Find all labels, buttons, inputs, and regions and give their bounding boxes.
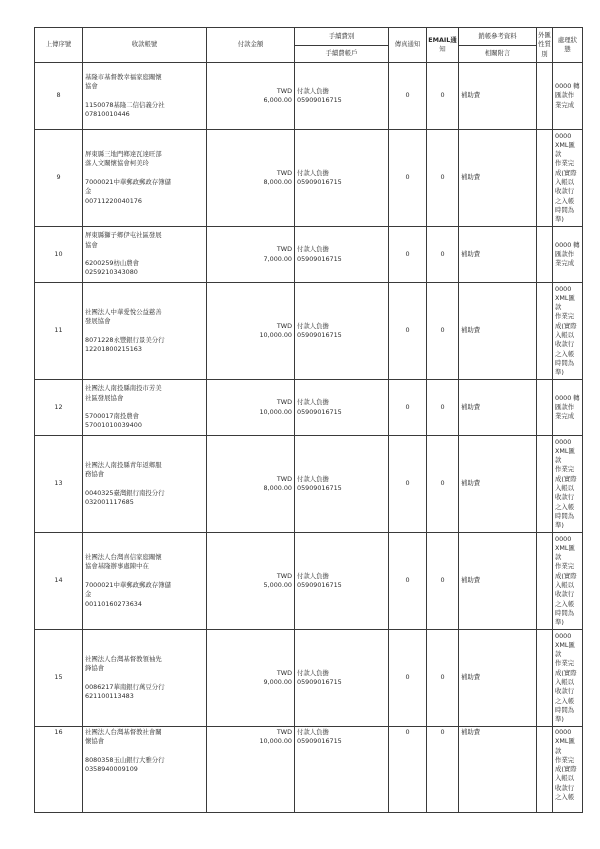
cell-fax: 0 [389,63,427,130]
cell-fee: 付款人負擔 05909016715 [295,436,389,533]
cell-foreign [537,227,553,283]
cell-amount: TWD 7,000.00 [207,227,295,283]
header-foreign [537,28,553,63]
header-fee-bottom: 手續費帳戶 [295,45,388,58]
cell-status: 0000 轉 匯款作 業完成 [553,227,583,283]
cell-seq: 12 [35,380,83,436]
header-ref [459,28,537,63]
cell-payee: 社團法人南投縣南投市芳美 社區發展協會 5700017南投農會 57001010039400 [83,380,207,436]
header-amount: 付款金額 [207,28,295,63]
cell-email: 0 [427,130,459,227]
cell-status: 0000 XML匯款 作業完 成(實際 入帳以 收款行 之入帳 時間為 準) [553,283,583,380]
cell-foreign [537,533,553,630]
cell-ref: 補助費 [459,227,537,283]
header-status [553,28,583,63]
cell-email: 0 [427,533,459,630]
cell-amount: TWD 5,000.00 [207,533,295,630]
cell-fee: 付款人負擔 05909016715 [295,63,389,130]
cell-seq: 10 [35,227,83,283]
cell-status: 0000 轉 匯款作 業完成 [553,63,583,130]
cell-amount: TWD 9,000.00 [207,630,295,727]
cell-fax: 0 [389,533,427,630]
header-seq: 上傳序號 [35,28,83,63]
cell-payee: 社團法人台灣基督教領袖先 鋒協會 0086217華南銀行萬豆分行 621100113483 [83,630,207,727]
header-email-top: EMAIL通 [428,35,457,44]
cell-foreign [537,283,553,380]
cell-amount: TWD 10,000.00 [207,380,295,436]
cell-ref: 補助費 [459,630,537,727]
header-fee [295,28,389,63]
cell-seq: 9 [35,130,83,227]
cell-status: 0000 XML匯款 作業完 成(實際 入帳以 收款行 之入帳 時間為 準) [553,130,583,227]
cell-status: 0000 XML匯款 作業完 成(實際 入帳以 收款行 之入帳 時間為 準) [553,436,583,533]
cell-status: 0000 XML匯款 作業完 成(實際 入帳以 收款行 之入帳 時間為 準) [553,630,583,727]
cell-payee: 社團法人台灣喜信家庭關懷 協會基隆辦事處陳中在 7000021中華郵政郵政存簿儲 金 00110160273634 [83,533,207,630]
cell-fax: 0 [389,130,427,227]
cell-fee: 付款人負擔 05909016715 [295,130,389,227]
table-row [35,380,583,436]
cell-email: 0 [427,727,459,813]
cell-amount: TWD 8,000.00 [207,436,295,533]
cell-fax: 0 [389,630,427,727]
cell-fax: 0 [389,283,427,380]
cell-email: 0 [427,227,459,283]
header-foreign-top: 外匯 [538,31,551,40]
cell-ref: 補助費 [459,533,537,630]
cell-seq: 8 [35,63,83,130]
cell-amount: TWD 6,000.00 [207,63,295,130]
cell-payee: 社團法人中華愛悅公益慈善 發展協會 8071228永豐銀行景美分行 12201800215163 [83,283,207,380]
cell-fax: 0 [389,380,427,436]
cell-ref: 補助費 [459,130,537,227]
cell-fee: 付款人負擔 05909016715 [295,533,389,630]
remittance-table [34,27,583,813]
cell-fee: 付款人負擔 05909016715 [295,283,389,380]
table-row [35,727,583,813]
cell-foreign [537,727,553,813]
cell-amount: TWD 10,000.00 [207,283,295,380]
table-row [35,63,583,130]
cell-foreign [537,630,553,727]
cell-foreign [537,63,553,130]
cell-seq: 16 [35,727,83,813]
header-foreign-mid: 性質 [538,40,551,49]
cell-status: 0000 XML匯款 作業完 成(實際 入帳以 收款行 之入帳 時間為 準) [553,533,583,630]
table-row [35,227,583,283]
header-ref-top: 銷帳參考資料 [478,32,517,41]
table-header-row [35,28,583,63]
cell-fax: 0 [389,436,427,533]
cell-payee: 屏東縣獅子鄉伊屯社區發展 協會 6200259枋山農會 0259210343080 [83,227,207,283]
cell-seq: 11 [35,283,83,380]
cell-payee: 基隆市基督教幸福家庭關懷 協會 1150078基隆二信信義分社 07810010446 [83,63,207,130]
cell-status: 0000 轉 匯款作 業完成 [553,380,583,436]
cell-foreign [537,130,553,227]
cell-fee: 付款人負擔 05909016715 [295,227,389,283]
table-row [35,283,583,380]
cell-ref: 補助費 [459,727,537,813]
cell-fee: 付款人負擔 05909016715 [295,727,389,813]
cell-email: 0 [427,436,459,533]
cell-ref: 補助費 [459,380,537,436]
cell-status: 0000 XML匯款 作業完 成(實際 入帳以 收款行 之入帳 [553,727,583,813]
cell-fax: 0 [389,727,427,813]
cell-seq: 15 [35,630,83,727]
cell-foreign [537,380,553,436]
header-email [427,28,459,63]
cell-amount: TWD 8,000.00 [207,130,295,227]
cell-fax: 0 [389,227,427,283]
header-status-top: 處理狀 [557,35,578,44]
header-foreign-bottom: 別 [541,49,548,58]
header-payee: 收款帳號 [83,28,207,63]
header-fee-top: 手續費別 [328,32,355,41]
cell-email: 0 [427,63,459,130]
header-status-bottom: 態 [564,45,571,53]
header-fax: 傳真通知 [389,28,427,63]
header-ref-bottom: 相關附言 [459,45,536,58]
header-email-bottom: 知 [439,45,446,53]
cell-seq: 14 [35,533,83,630]
cell-payee: 社團法人台灣基督教社會關 懷協會 8080358玉山銀行大雅分行 0358940009109 [83,727,207,813]
cell-payee: 社團法人南投縣青年返鄉服 務協會 0040325臺灣銀行南投分行 032001117685 [83,436,207,533]
cell-foreign [537,436,553,533]
table-row [35,630,583,727]
table-row [35,533,583,630]
cell-payee: 屏東縣三地門鄉達瓦達旺部 落人文關懷協會柯美玲 7000021中華郵政郵政存簿儲 金 00711220040176 [83,130,207,227]
cell-fee: 付款人負擔 05909016715 [295,630,389,727]
cell-ref: 補助費 [459,283,537,380]
cell-ref: 補助費 [459,63,537,130]
cell-email: 0 [427,380,459,436]
table-row [35,130,583,227]
cell-email: 0 [427,630,459,727]
cell-seq: 13 [35,436,83,533]
cell-fee: 付款人負擔 05909016715 [295,380,389,436]
cell-amount: TWD 10,000.00 [207,727,295,813]
table-row [35,436,583,533]
cell-ref: 補助費 [459,436,537,533]
cell-email: 0 [427,283,459,380]
